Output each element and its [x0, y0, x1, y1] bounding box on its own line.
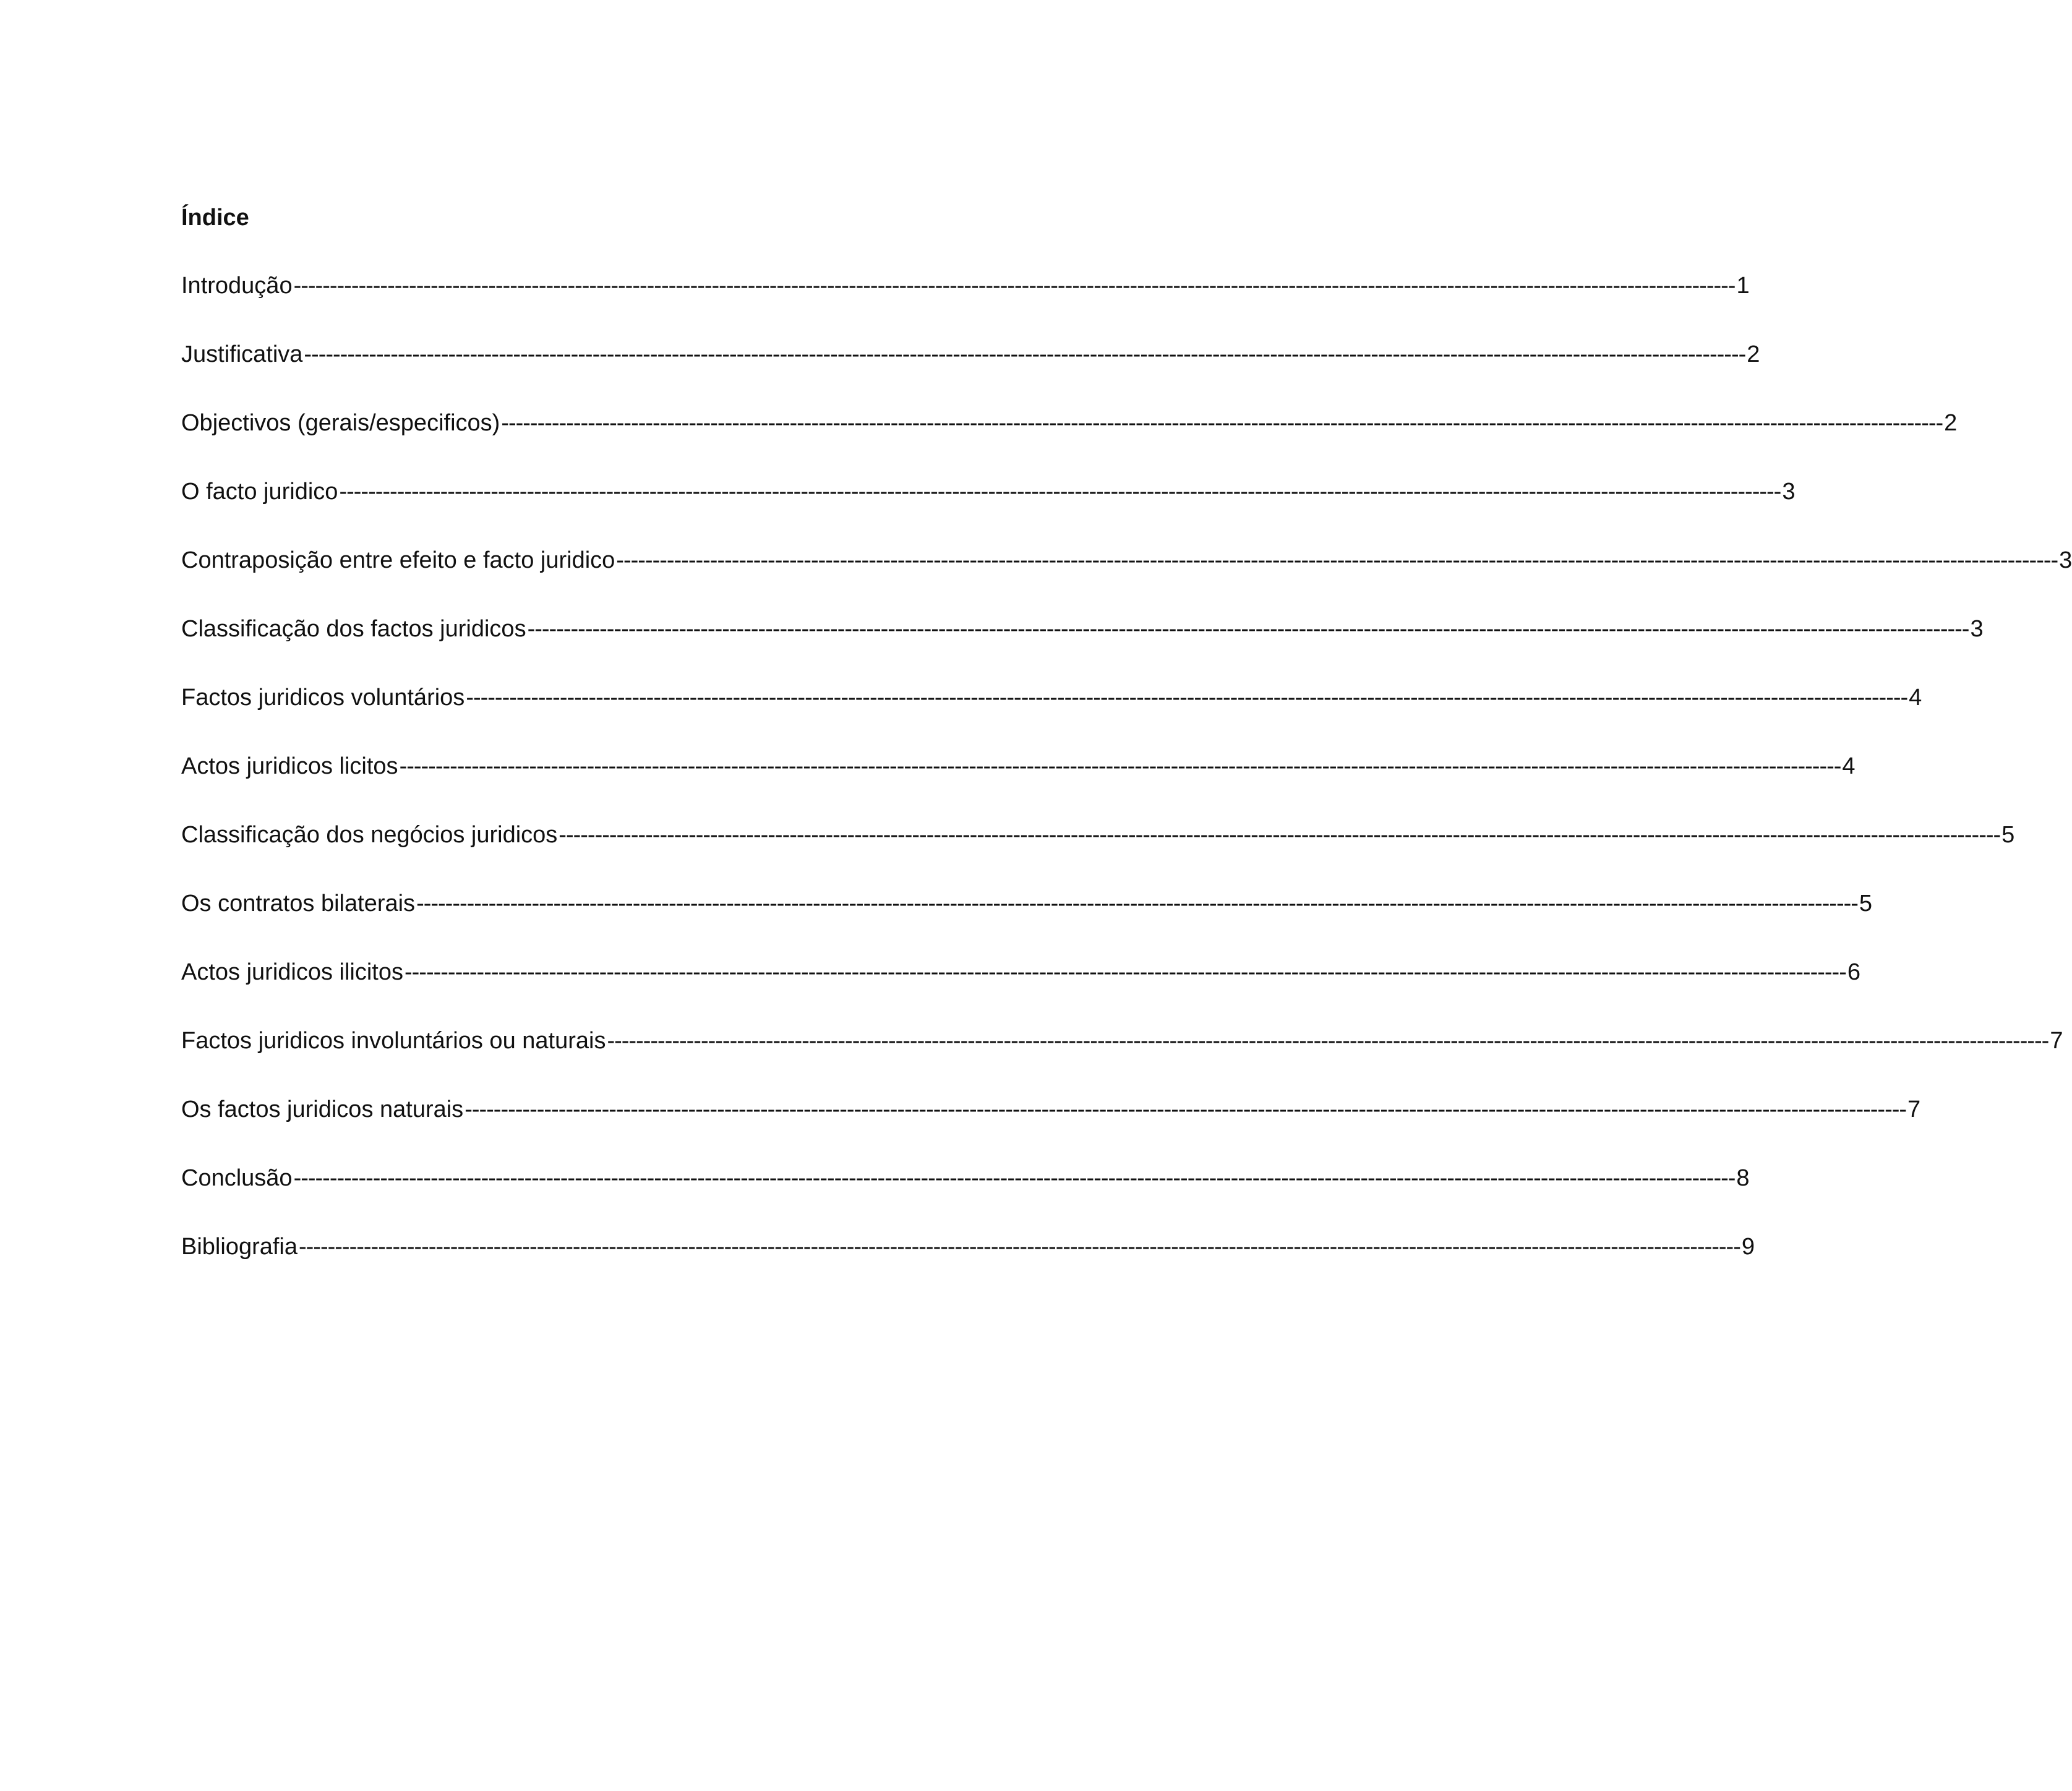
- toc-entry[interactable]: [181, 954, 1860, 1022]
- toc-leader-dashes: --------------------------------------------------------------------------------------------------------------------------------------------------------------------------------------------------------: [293, 1165, 1736, 1191]
- toc-entry-page-number: 7: [2050, 1028, 2063, 1054]
- toc-entry-label: Classificação dos negócios juridicos: [181, 822, 558, 848]
- toc-entry-label: Os contratos bilaterais: [181, 891, 416, 917]
- table-of-contents: [181, 199, 2072, 1297]
- toc-entry-label: Introdução: [181, 273, 293, 299]
- toc-entry[interactable]: [181, 679, 1922, 748]
- toc-entry-page-number: 7: [1907, 1096, 1921, 1122]
- toc-entry-label: Bibliografia: [181, 1234, 298, 1260]
- toc-entry[interactable]: [181, 404, 1958, 473]
- toc-entry-page-number: 1: [1736, 273, 1750, 299]
- toc-entry-page-number: 3: [2059, 547, 2072, 573]
- toc-leader-dashes: --------------------------------------------------------------------------------------------------------------------------------------------------------------------------------------------------------: [399, 753, 1841, 779]
- toc-list: [181, 267, 2072, 1297]
- toc-entry[interactable]: [181, 473, 1796, 542]
- toc-entry-page-number: 5: [2001, 822, 2015, 848]
- toc-entry-label: Actos juridicos ilicitos: [181, 959, 403, 985]
- toc-leader-dashes: --------------------------------------------------------------------------------------------------------------------------------------------------------------------------------------------------------: [339, 479, 1781, 505]
- toc-entry-page-number: 5: [1859, 891, 1873, 917]
- toc-leader-dashes: --------------------------------------------------------------------------------------------------------------------------------------------------------------------------------------------------------: [416, 891, 1858, 917]
- toc-entry[interactable]: [181, 1228, 1755, 1297]
- toc-entry[interactable]: [181, 610, 1984, 679]
- toc-leader-dashes: --------------------------------------------------------------------------------------------------------------------------------------------------------------------------------------------------------: [501, 410, 1943, 436]
- toc-leader-dashes: --------------------------------------------------------------------------------------------------------------------------------------------------------------------------------------------------------: [527, 616, 1969, 642]
- toc-entry[interactable]: [181, 336, 1760, 404]
- toc-entry[interactable]: [181, 748, 1856, 816]
- toc-entry[interactable]: [181, 885, 1873, 954]
- toc-entry-label: Factos juridicos involuntários ou naturais: [181, 1028, 606, 1054]
- toc-leader-dashes: --------------------------------------------------------------------------------------------------------------------------------------------------------------------------------------------------------: [607, 1028, 2049, 1054]
- toc-entry-page-number: 9: [1741, 1234, 1755, 1260]
- toc-heading: Índice: [181, 205, 249, 231]
- toc-entry-page-number: 4: [1909, 685, 1922, 711]
- toc-entry-label: Os factos juridicos naturais: [181, 1096, 464, 1122]
- toc-entry[interactable]: [181, 267, 1750, 336]
- toc-leader-dashes: --------------------------------------------------------------------------------------------------------------------------------------------------------------------------------------------------------: [616, 547, 2058, 573]
- toc-leader-dashes: --------------------------------------------------------------------------------------------------------------------------------------------------------------------------------------------------------: [304, 341, 1746, 367]
- toc-entry-label: Conclusão: [181, 1165, 293, 1191]
- toc-entry-label: Justificativa: [181, 341, 303, 367]
- toc-entry[interactable]: [181, 1091, 1921, 1160]
- toc-entry-page-number: 3: [1970, 616, 1984, 642]
- toc-entry-label: Classificação dos factos juridicos: [181, 616, 526, 642]
- toc-leader-dashes: --------------------------------------------------------------------------------------------------------------------------------------------------------------------------------------------------------: [405, 959, 1846, 985]
- toc-entry[interactable]: [181, 542, 2072, 610]
- toc-entry-label: Contraposição entre efeito e facto juridico: [181, 547, 615, 573]
- toc-entry-page-number: 2: [1747, 341, 1760, 367]
- toc-entry[interactable]: [181, 1022, 2063, 1091]
- toc-entry-page-number: 8: [1736, 1165, 1750, 1191]
- toc-entry-label: Actos juridicos licitos: [181, 753, 398, 779]
- toc-leader-dashes: --------------------------------------------------------------------------------------------------------------------------------------------------------------------------------------------------------: [464, 1096, 1907, 1122]
- toc-entry-label: O facto juridico: [181, 479, 338, 505]
- toc-entry[interactable]: [181, 1160, 1750, 1228]
- toc-leader-dashes: --------------------------------------------------------------------------------------------------------------------------------------------------------------------------------------------------------: [559, 822, 2001, 848]
- toc-entry-page-number: 4: [1842, 753, 1856, 779]
- toc-entry-page-number: 3: [1782, 479, 1796, 505]
- toc-entry-label: Objectivos (gerais/especificos): [181, 410, 500, 436]
- toc-entry-label: Factos juridicos voluntários: [181, 685, 465, 711]
- toc-entry-page-number: 2: [1944, 410, 1958, 436]
- toc-leader-dashes: --------------------------------------------------------------------------------------------------------------------------------------------------------------------------------------------------------: [299, 1234, 1740, 1260]
- toc-leader-dashes: --------------------------------------------------------------------------------------------------------------------------------------------------------------------------------------------------------: [466, 685, 1908, 711]
- toc-entry[interactable]: [181, 816, 2015, 885]
- toc-leader-dashes: --------------------------------------------------------------------------------------------------------------------------------------------------------------------------------------------------------: [293, 273, 1736, 299]
- toc-entry-page-number: 6: [1847, 959, 1860, 985]
